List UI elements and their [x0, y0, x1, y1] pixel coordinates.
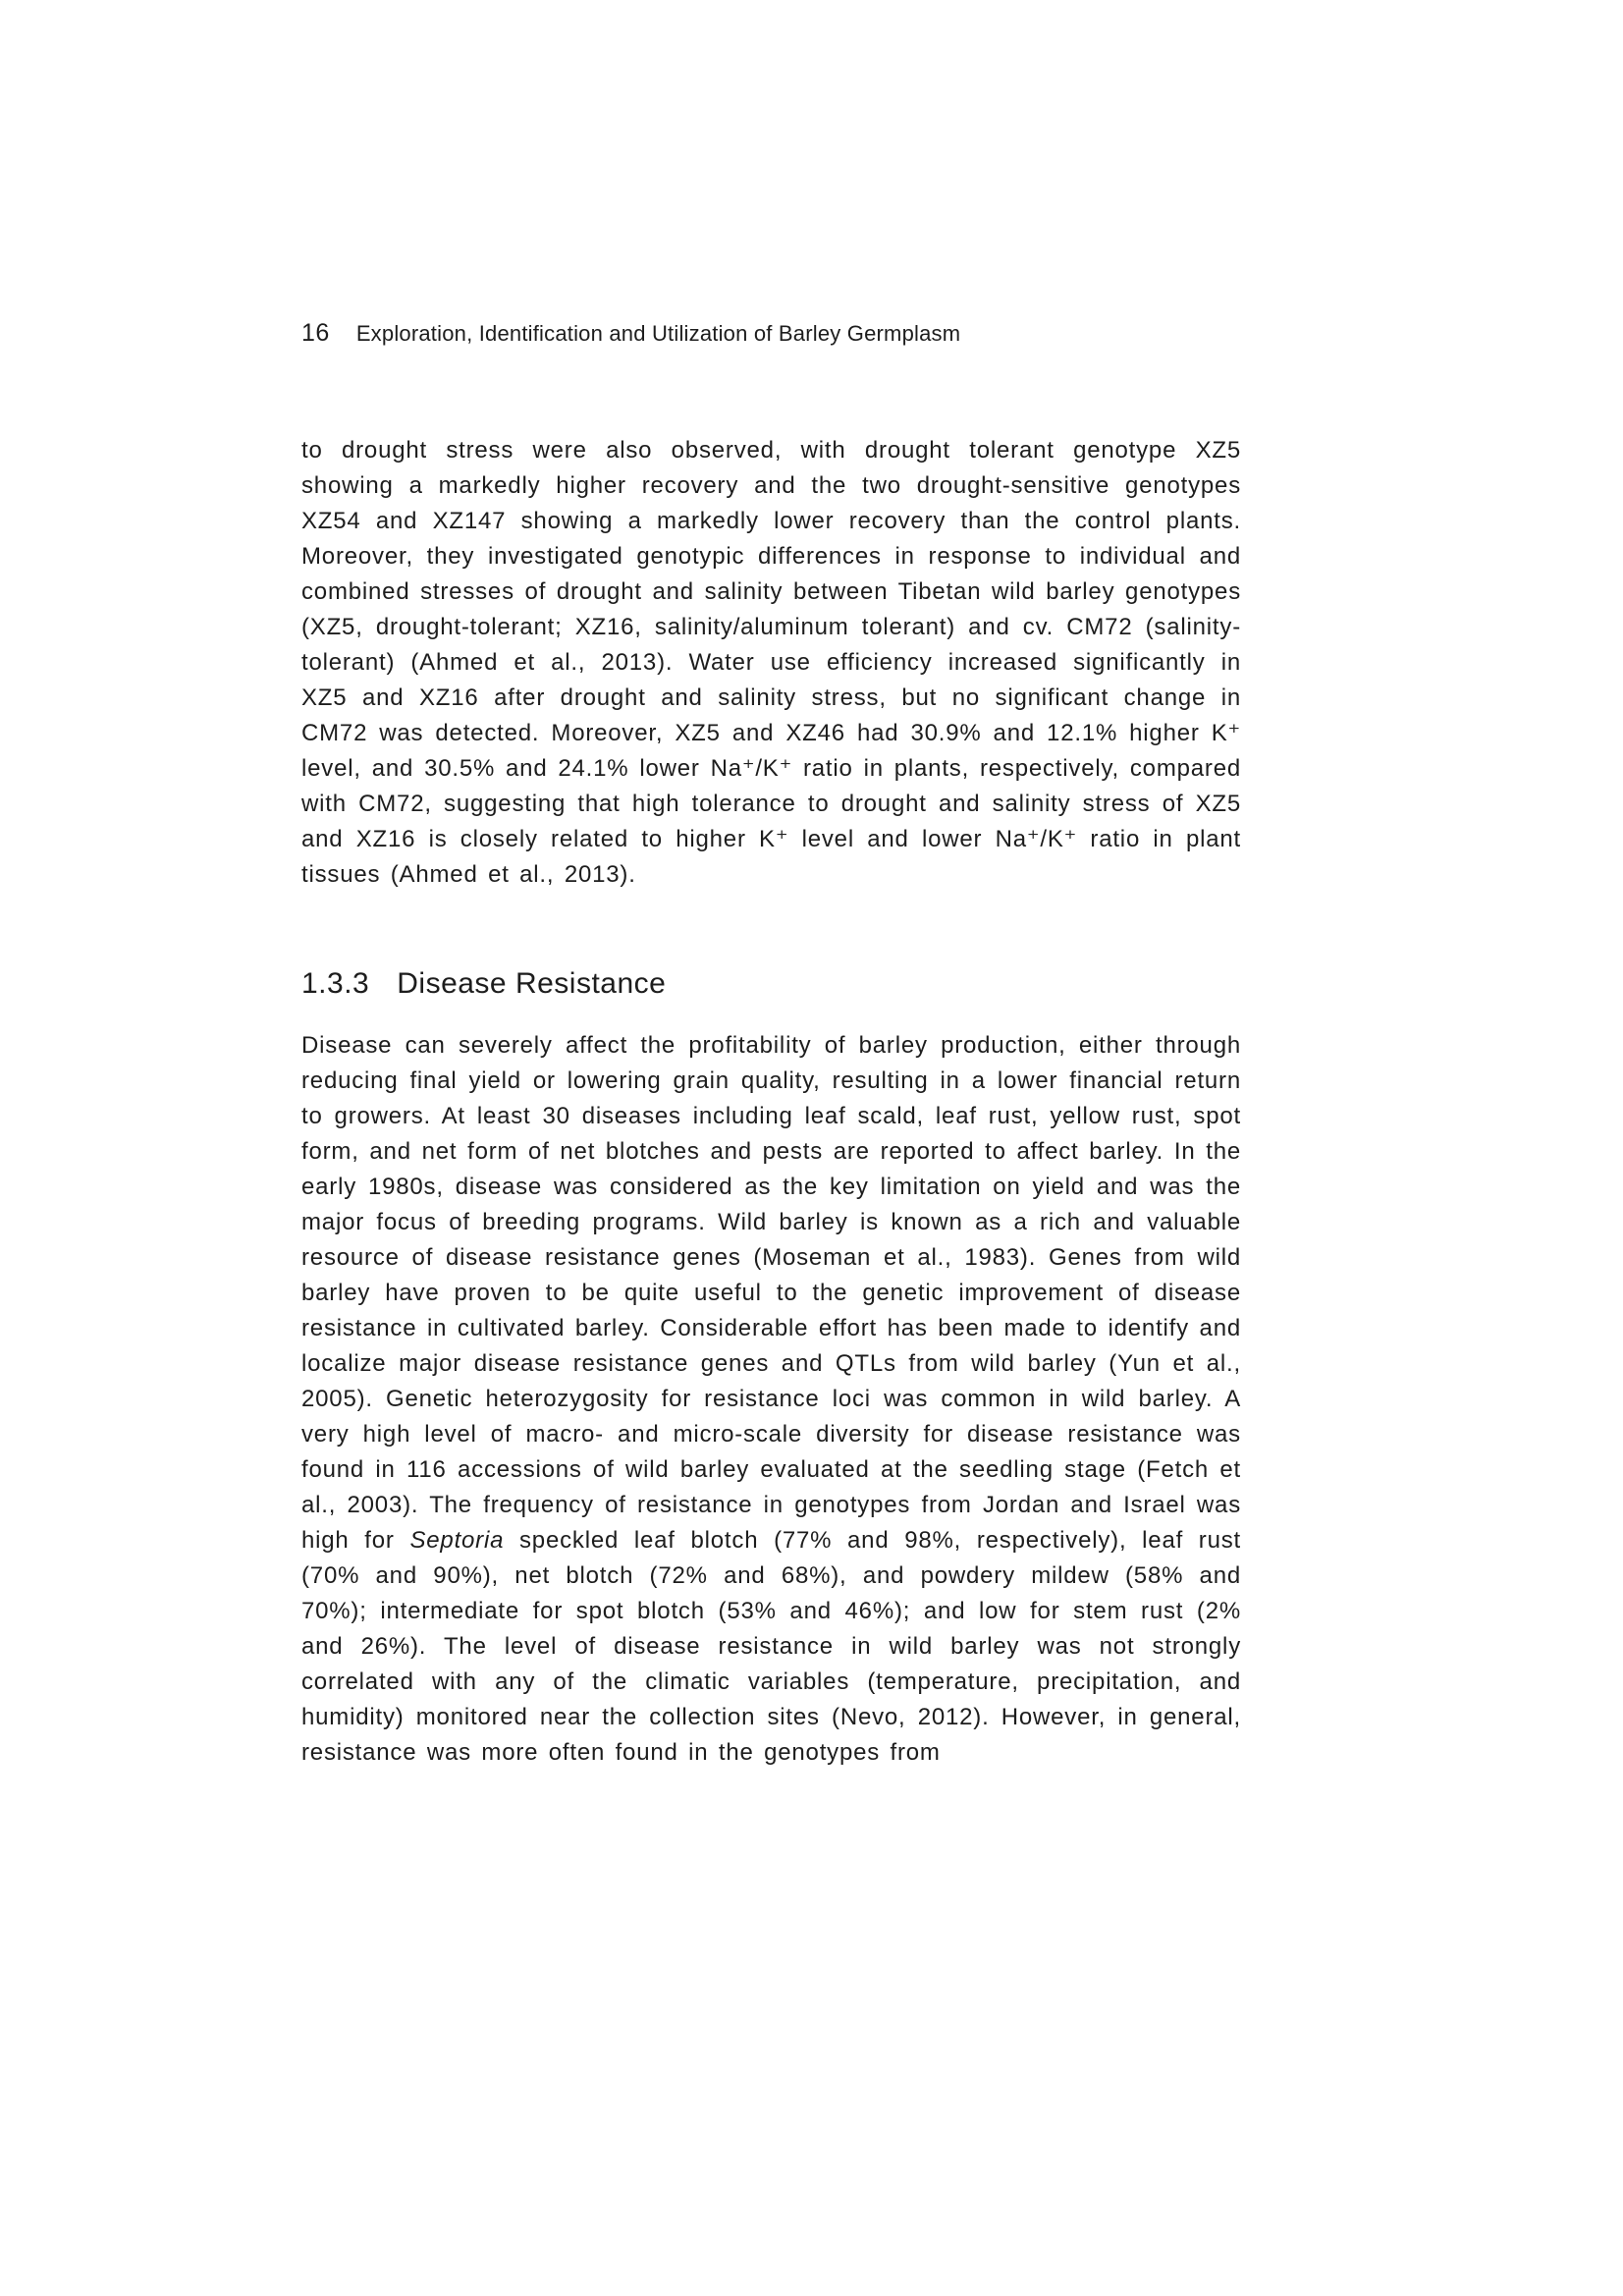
section-title: Disease Resistance — [397, 967, 667, 1000]
paragraph-drought-continuation: to drought stress were also observed, with drought tolerant genotype XZ5 showing a markedly higher recovery and the two drought-sensitive genotypes XZ54 and XZ147 showing a markedly lower recovery than the control plants. Moreover, they investigated genotypic differences in response to individual and combined stresses of drought and salinity between Tibetan wild barley genotypes (XZ5, drought-tolerant; XZ16, salinity/aluminum tolerant) and cv. CM72 (salinity-tolerant) (Ahmed et al., 2013). Water use efficiency increased significantly in XZ5 and XZ16 after drought and salinity stress, but no significant change in CM72 was detected. Moreover, XZ5 and XZ46 had 30.9% and 12.1% higher K⁺ level, and 30.5% and 24.1% lower Na⁺/K⁺ ratio in plants, respectively, compared with CM72, suggesting that high tolerance to drought and salinity stress of XZ5 and XZ16 is closely related to higher K⁺ level and lower Na⁺/K⁺ ratio in plant tissues (Ahmed et al., 2013). — [301, 437, 1241, 888]
page-body-text — [301, 433, 1241, 1771]
section-number: 1.3.3 — [301, 967, 370, 1000]
section-heading — [301, 965, 1241, 1003]
running-header — [301, 319, 960, 348]
paragraph-disease-part2: speckled leaf blotch (77% and 98%, respectively), leaf rust (70% and 90%), net blotch (72% and 68%), and powdery mildew (58% and 70%); intermediate for spot blotch (53% and 46%); and low for stem rust (2% and 26%). The level of disease resistance in wild barley was not strongly correlated with any of the climatic variables (temperature, precipitation, and humidity) monitored near the collection sites (Nevo, 2012). However, in general, resistance was more often found in the genotypes from — [301, 1527, 1242, 1766]
paragraph-disease-part1: Disease can severely affect the profitability of barley production, either through reducing final yield or lowering grain quality, resulting in a lower financial return to growers. At least 30 diseases including leaf scald, leaf rust, yellow rust, spot form, and net form of net blotches and pests are reported to affect barley. In the early 1980s, disease was considered as the key limitation on yield and was the major focus of breeding programs. Wild barley is known as a rich and valuable resource of disease resistance genes (Moseman et al., 1983). Genes from wild barley have proven to be quite useful to the genetic improvement of disease resistance in cultivated barley. Considerable effort has been made to identify and localize major disease resistance genes and QTLs from wild barley (Yun et al., 2005). Genetic heterozygosity for resistance loci was common in wild barley. A very high level of macro- and micro-scale diversity for disease resistance was found in 116 accessions of wild barley evaluated at the seedling stage (Fetch et al., 2003). The frequency of resistance in genotypes from Jordan and Israel was high for — [301, 1032, 1241, 1554]
italic-species-term: Septoria — [409, 1527, 505, 1554]
paragraph-disease-resistance — [301, 1028, 1241, 1771]
running-title: Exploration, Identification and Utilization of Barley Germplasm — [355, 321, 961, 346]
page-number: 16 — [301, 319, 330, 347]
